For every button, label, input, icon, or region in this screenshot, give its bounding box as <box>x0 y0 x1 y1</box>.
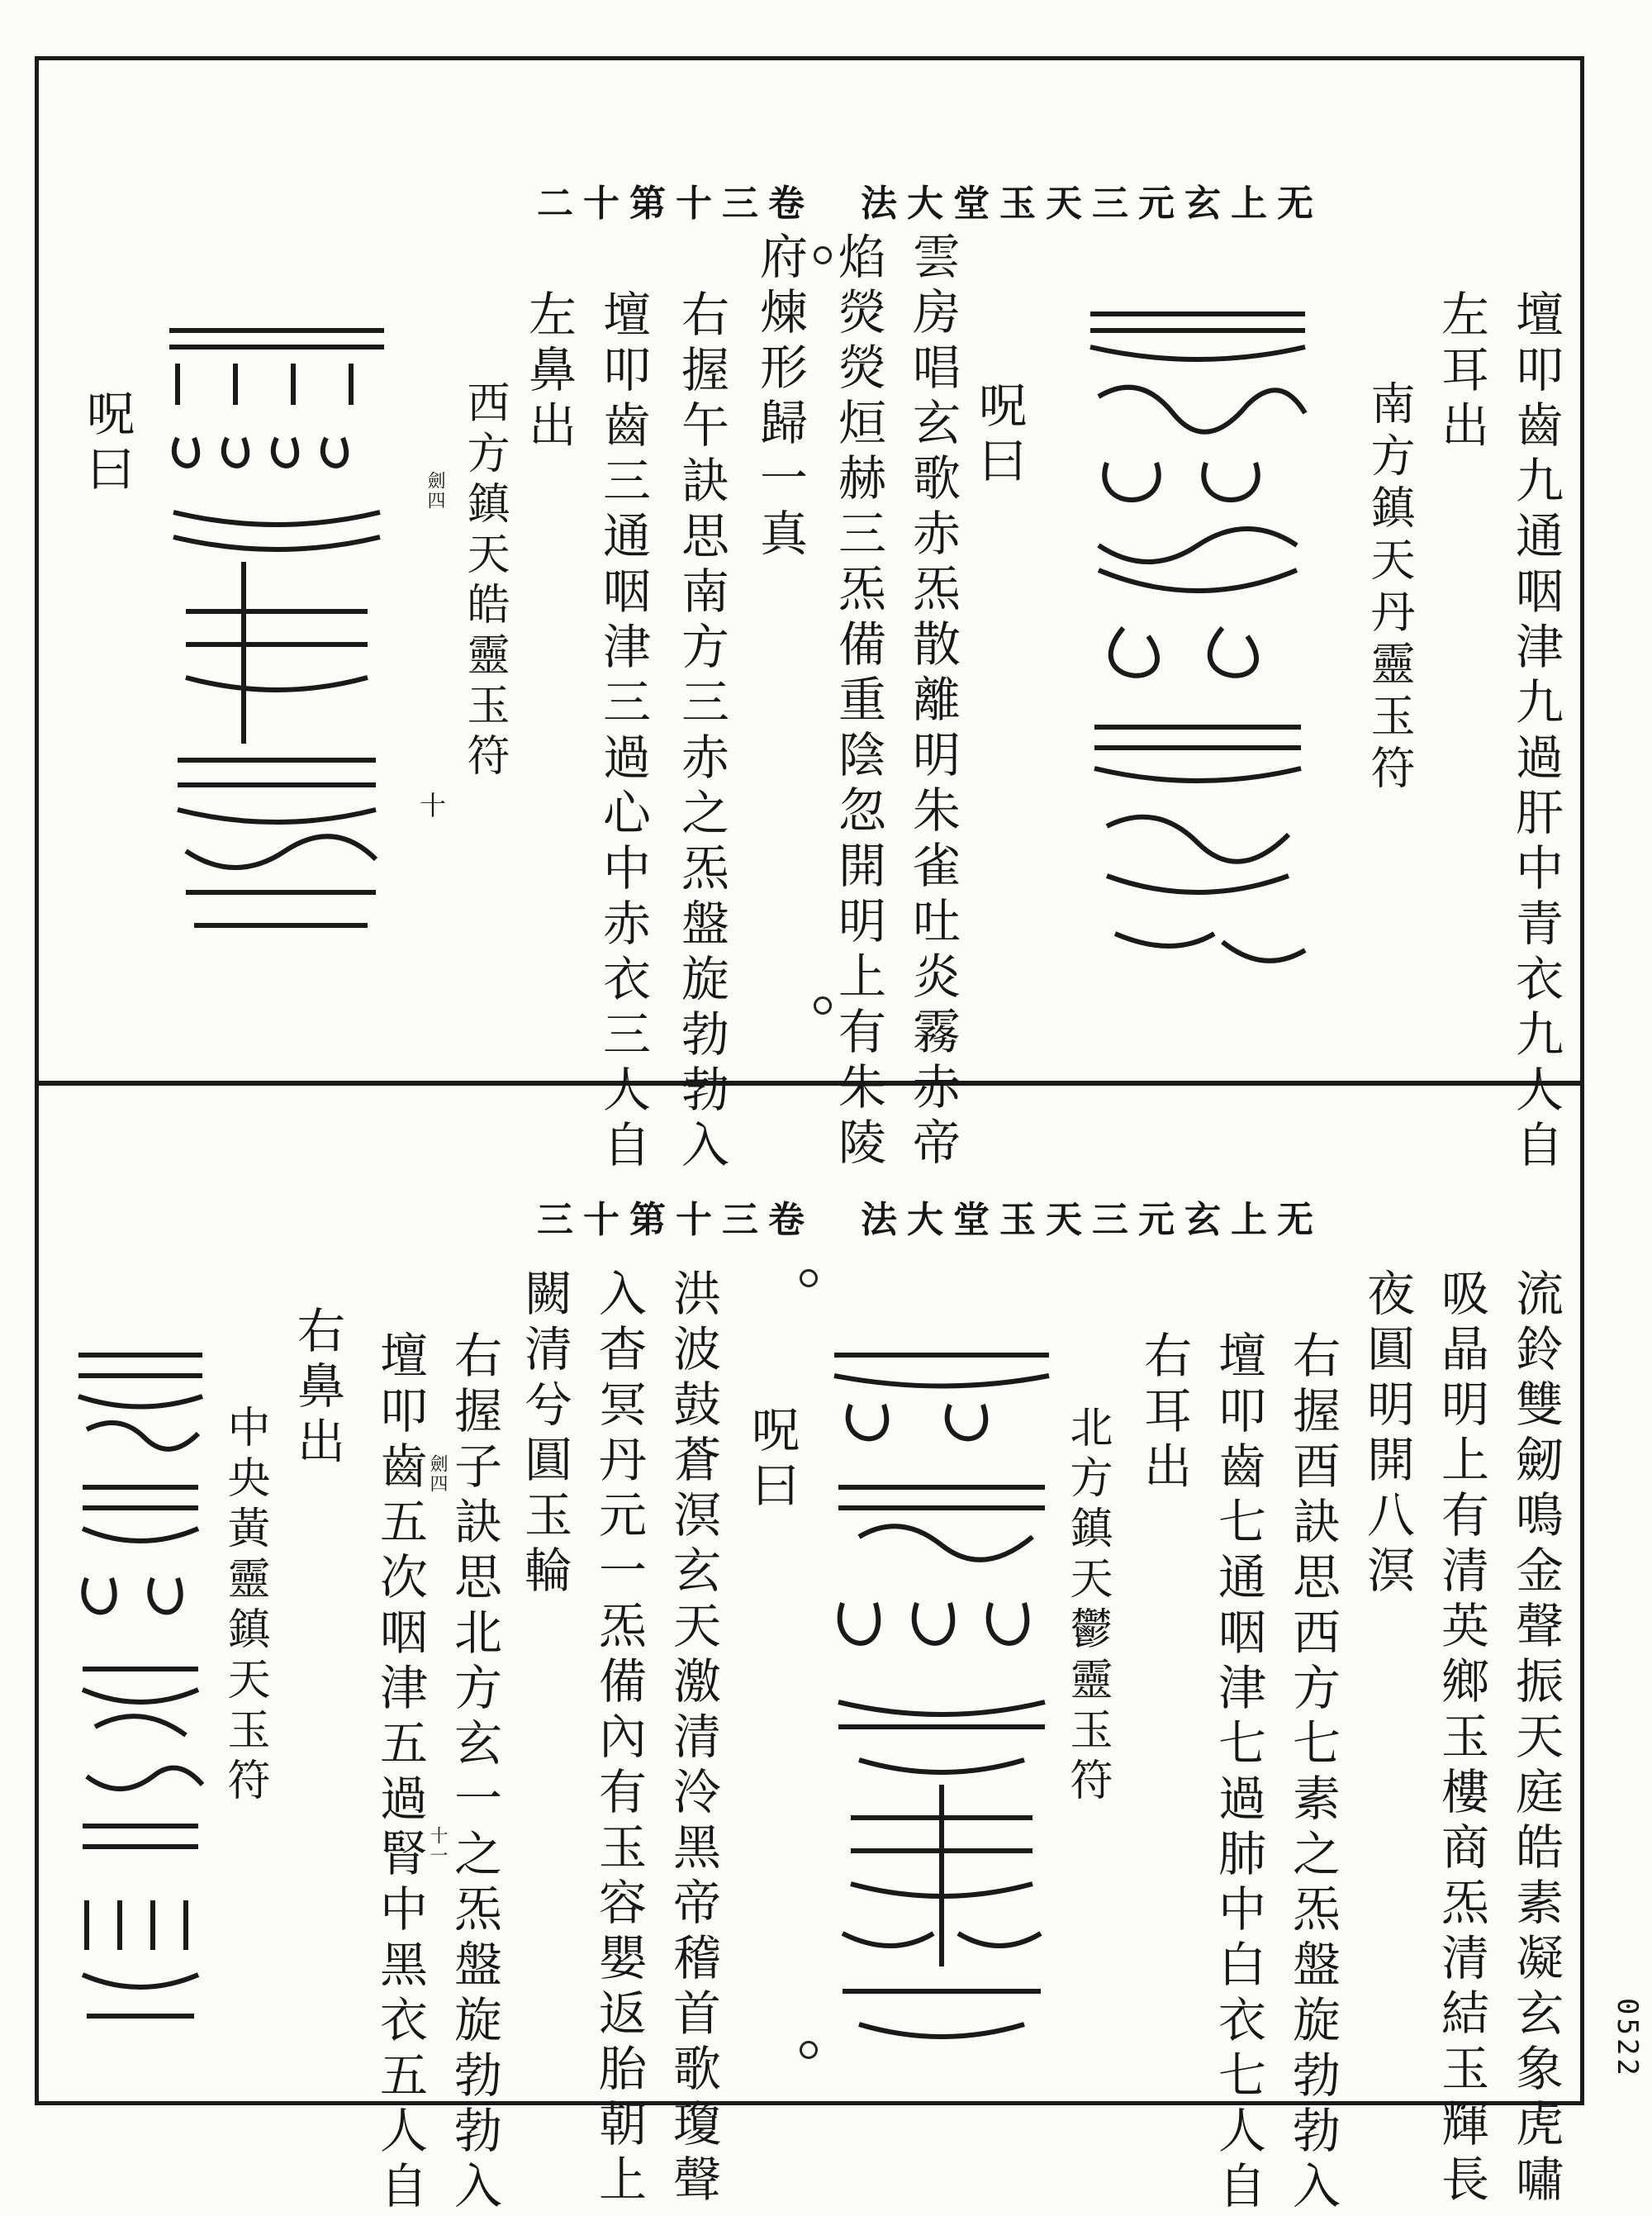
bottom-col-12: 右握子訣思北方玄一之炁盤旋勃勃入 <box>446 1330 502 2216</box>
bottom-col-15: 中央黃靈鎮天玉符 <box>220 1405 269 1808</box>
bottom-col-7: 北方鎮天鬱靈玉符 <box>1062 1405 1112 1808</box>
top-col-8: 右握午訣思南方三赤之炁盤旋勃勃入 <box>673 289 729 1175</box>
bottom-side-note: 劍四 <box>427 1454 448 1494</box>
top-col-2: 左耳出 <box>1433 289 1489 455</box>
top-side-note: 劍四 <box>425 471 445 511</box>
top-col-7: 呪曰 <box>971 380 1027 491</box>
southern-talisman <box>1074 297 1322 991</box>
bottom-number-mark: 十一 <box>427 1826 448 1866</box>
top-col-11: 西方鎮天皓靈玉符 <box>459 380 509 783</box>
top-col-4: 雲房唱玄歌赤炁散離明朱雀吐炎霧赤帝 <box>904 231 961 1172</box>
top-col-1: 壇叩齒九通咽津九過肝中青衣九人自 <box>1507 289 1564 1175</box>
bottom-col-3: 夜圓明開八溟 <box>1359 1268 1415 1600</box>
top-plus-mark: 十 <box>420 790 447 821</box>
panel-divider <box>35 1081 1584 1086</box>
bottom-col-5: 壇叩齒七通咽津七過肺中白衣七人自 <box>1210 1330 1266 2216</box>
bottom-col-4: 右握酉訣思西方七素之炁盤旋勃勃入 <box>1284 1330 1341 2216</box>
bottom-col-13: 壇叩齒五次咽津五過腎中黑衣五人自 <box>372 1330 428 2216</box>
bottom-col-2: 吸晶明上有清英鄉玉樓商炁清結玉輝長 <box>1433 1268 1489 2209</box>
circle-mark <box>814 246 832 264</box>
circle-mark <box>800 2041 818 2059</box>
bottom-header: 三十第十三卷 法大堂玉天三元玄上无 <box>537 1199 1323 1241</box>
circle-mark <box>814 996 832 1015</box>
bottom-col-9: 洪波鼓蒼溟玄天激清泠黑帝稽首歌瓊聲 <box>665 1268 721 2209</box>
top-col-6: 府煉形歸一真 <box>752 231 808 564</box>
bottom-col-8: 呪曰 <box>743 1405 800 1515</box>
bottom-col-1: 流鈴雙劒鳴金聲振天庭皓素凝玄象虎嘯 <box>1507 1268 1564 2209</box>
top-header: 二十第十三卷 法大堂玉天三元玄上无 <box>537 183 1323 225</box>
bottom-col-11: 闕清兮圓玉輪 <box>516 1268 572 1600</box>
central-talisman <box>70 1339 211 2049</box>
top-col-10: 左鼻出 <box>520 289 577 455</box>
top-col-3: 南方鎮天丹靈玉符 <box>1364 380 1416 797</box>
top-col-5: 焰熒熒烜赫三炁備重陰忽開明上有朱陵 <box>830 231 886 1172</box>
bottom-col-10: 入杳冥丹元一炁備內有玉容嬰返胎朝上 <box>591 1268 647 2209</box>
northern-talisman <box>826 1339 1057 2082</box>
bottom-col-6: 右耳出 <box>1136 1330 1192 1496</box>
circle-mark <box>800 1269 818 1287</box>
bottom-col-14: 右鼻出 <box>289 1305 345 1472</box>
top-col-12: 呪曰 <box>78 388 135 499</box>
page-number: 0522 <box>1611 1998 1644 2079</box>
western-talisman <box>161 314 392 958</box>
top-col-9: 壇叩齒三通咽津三過心中赤衣三人自 <box>595 289 651 1175</box>
